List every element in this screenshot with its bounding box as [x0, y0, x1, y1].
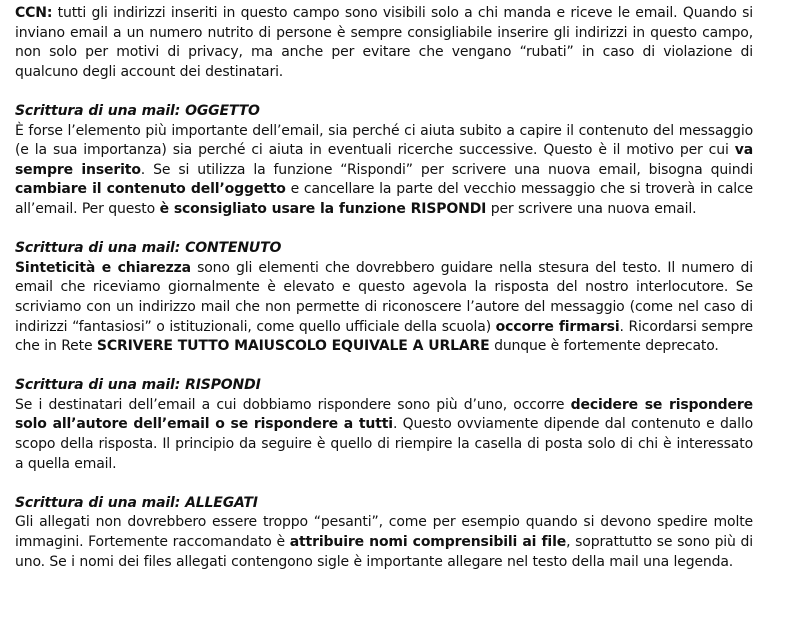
emphasis-span: occorre firmarsi [495, 318, 620, 335]
section-heading: Scrittura di una mail: RISPONDI [15, 377, 261, 394]
section-oggetto [15, 102, 753, 220]
emphasis-span: Sinteticità e chiarezza [15, 259, 191, 276]
text-span: Gli allegati non dovrebbero essere troppo “pesanti”, come per esempio quando si devono spedire molte immagini. Fortemente raccomandato è [15, 514, 753, 551]
emphasis-span: attribuire nomi comprensibili ai file [289, 534, 567, 551]
text-span: per scrivere una nuova email. [486, 200, 697, 217]
paragraph-oggetto [15, 122, 753, 220]
text-span: È forse l’elemento più importante dell’email, sia perché ci aiuta subito a capire il contenuto del messaggio (e la sua importanza) sia perché ci aiuta in eventuali ricerche successive. Questo è il motivo per cui [15, 122, 753, 159]
text-span: dunque è fortemente deprecato. [489, 338, 719, 355]
section-heading: Scrittura di una mail: OGGETTO [15, 102, 260, 119]
paragraph-ccn [15, 4, 753, 82]
text-span: e cancellare la parte del vecchio messaggio che si troverà in calce all’email. Per questo [15, 181, 753, 217]
emphasis-span: va sempre inserito [15, 142, 753, 178]
emphasis-span: decidere se rispondere solo all’autore dell’email o se rispondere a tutti [15, 396, 753, 433]
section-heading: Scrittura di una mail: ALLEGATI [15, 494, 258, 511]
text-span: , soprattutto se sono più di uno. Se i nomi dei files allegati contengono sigle è importante allegare nel testo della mail una legenda. [15, 534, 754, 570]
paragraph-allegati [15, 513, 753, 572]
section-rispondi [15, 376, 753, 474]
section-contenuto [15, 239, 753, 357]
paragraph-rispondi [15, 396, 753, 474]
emphasis-span: è sconsigliato usare la funzione RISPONDI [159, 200, 487, 217]
emphasis-span: cambiare il contenuto dell’oggetto [15, 181, 286, 198]
emphasis-span: SCRIVERE TUTTO MAIUSCOLO EQUIVALE A URLARE [96, 338, 490, 355]
text-span: . Se si utilizza la funzione “Rispondi” per scrivere una nuova email, bisogna quindi [140, 161, 753, 178]
text-span: . Ricordarsi sempre che in Rete [15, 318, 753, 355]
text-span: . Questo ovviamente dipende dal contenuto e dallo scopo della risposta. Il principio da seguire è quello di riempire la casella di posta solo di chi è interessato a quella email. [15, 416, 754, 472]
paragraph-contenuto [15, 259, 753, 357]
section-ccn [15, 4, 753, 82]
text-span: Se i destinatari dell’email a cui dobbiamo rispondere sono più d’uno, occorre [15, 396, 571, 413]
term-ccn: CCN: [15, 5, 53, 21]
text-span: sono gli elementi che dovrebbero guidare nella stesura del testo. Il numero di email che riceviamo giornalmente è elevato e questo agevola la risposta del nostro interlocutore. Se scriviamo con un indirizzo mail che non permette di riconoscere l’autore del messaggio (come nel caso di indirizzi “fantasiosi” o istituzionali, come quello ufficiale della scuola) [15, 259, 753, 335]
document-body [15, 4, 753, 592]
section-heading: Scrittura di una mail: CONTENUTO [15, 240, 282, 257]
text-span: tutti gli indirizzi inseriti in questo campo sono visibili solo a chi manda e riceve le email. Quando si inviano email a un numero nutrito di persone è sempre consigliabile inserire gli indirizzi in questo campo, non solo per motivi di privacy, ma anche per evitare che vengano “rubati” in caso di violazione di qualcuno degli account dei destinatari. [15, 5, 753, 80]
section-allegati [15, 494, 753, 572]
